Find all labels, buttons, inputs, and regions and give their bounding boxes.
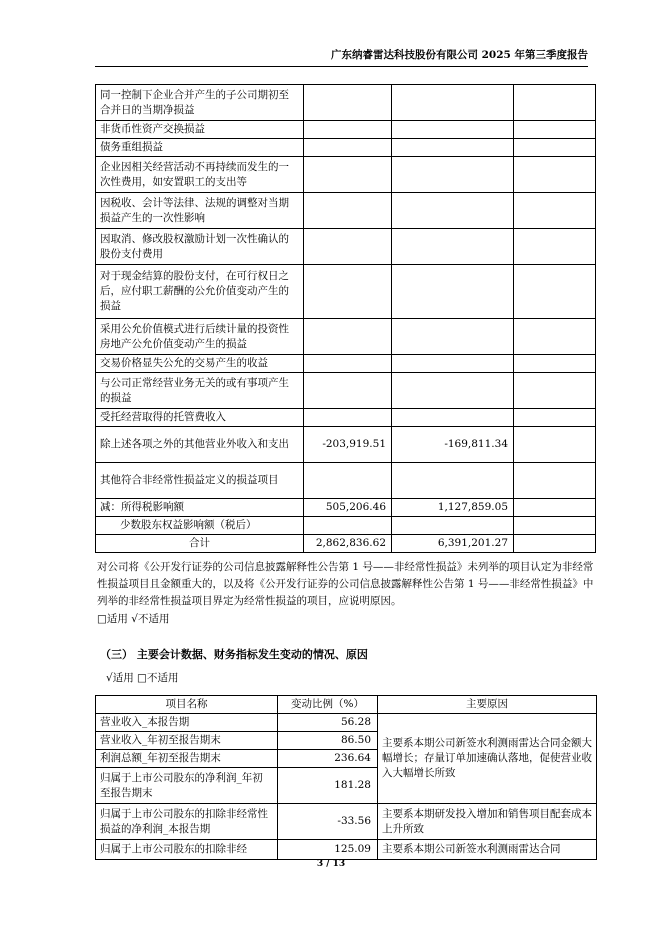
cell-note [514, 85, 596, 121]
cell-note [514, 139, 596, 157]
row-item: 与公司正常经营业务无关的或有事项产生的损益 [96, 373, 304, 409]
page-number: 3 / 13 [316, 859, 346, 869]
changes-table [95, 695, 597, 860]
item-name: 归属于上市公司股东的净利润_年初至报告期末 [96, 768, 278, 804]
table-row [96, 840, 597, 860]
cell-current [304, 409, 392, 427]
cell-ytd: -169,811.34 [392, 427, 514, 463]
header-item-name: 项目名称 [96, 696, 278, 714]
table-row [96, 85, 596, 121]
main-reason: 主要系本期研发投入增加和销售项目配套成本上升所致 [378, 804, 597, 840]
cell-note [514, 229, 596, 265]
cell-current [304, 463, 392, 499]
item-name: 营业收入_本报告期 [96, 714, 278, 732]
change-ratio: 236.64 [278, 750, 378, 768]
table-row [96, 265, 596, 319]
cell-current [304, 517, 392, 535]
report-header: 广东纳睿雷达科技股份有限公司 2025 年第三季度报告 [95, 47, 588, 67]
row-item: 交易价格显失公允的交易产生的收益 [96, 355, 304, 373]
table-row [96, 427, 596, 463]
header-change-ratio: 变动比例（%） [278, 696, 378, 714]
row-item: 受托经营取得的托管费收入 [96, 409, 304, 427]
cell-ytd: 1,127,859.05 [392, 499, 514, 517]
cell-ytd: 6,391,201.27 [392, 535, 514, 553]
table-row [96, 121, 596, 139]
cell-current [304, 157, 392, 193]
table-row [96, 193, 596, 229]
table-header-row [96, 696, 597, 714]
row-item: 减：所得税影响额 [96, 499, 304, 517]
cell-current [304, 85, 392, 121]
row-item: 除上述各项之外的其他营业外收入和支出 [96, 427, 304, 463]
cell-ytd [392, 193, 514, 229]
table-row [96, 229, 596, 265]
cell-note [514, 157, 596, 193]
cell-current: 505,206.46 [304, 499, 392, 517]
cell-ytd [392, 373, 514, 409]
cell-ytd [392, 139, 514, 157]
table-row [96, 499, 596, 517]
cell-current: -203,919.51 [304, 427, 392, 463]
table-row [96, 463, 596, 499]
cell-current [304, 319, 392, 355]
cell-ytd [392, 517, 514, 535]
cell-ytd [392, 265, 514, 319]
row-item-total: 合计 [96, 535, 304, 553]
table-row [96, 714, 597, 732]
cell-note [514, 355, 596, 373]
cell-current [304, 229, 392, 265]
change-ratio: 86.50 [278, 732, 378, 750]
row-item: 企业因相关经营活动不再持续而发生的一次性费用，如安置职工的支出等 [96, 157, 304, 193]
cell-current: 2,862,836.62 [304, 535, 392, 553]
main-reason: 主要系本期公司新签水利测雨雷达合同金额大幅增长；存量订单加速确认落地，促使营业收入大幅增长所致 [378, 714, 597, 804]
item-name: 归属于上市公司股东的扣除非经常性损益的净利润_本报告期 [96, 804, 278, 840]
cell-current [304, 373, 392, 409]
cell-note [514, 319, 596, 355]
row-item: 采用公允价值模式进行后续计量的投资性房地产公允价值变动产生的损益 [96, 319, 304, 355]
section-title: （三） 主要会计数据、财务指标发生变动的情况、原因 [100, 648, 368, 661]
cell-note [514, 265, 596, 319]
item-name: 归属于上市公司股东的扣除非经 [96, 840, 278, 860]
cell-note [514, 535, 596, 553]
item-name: 营业收入_年初至报告期末 [96, 732, 278, 750]
table-row [96, 139, 596, 157]
header-main-reason: 主要原因 [378, 696, 597, 714]
cell-ytd [392, 157, 514, 193]
table-row [96, 517, 596, 535]
row-item: 对于现金结算的股份支付，在可行权日之后，应付职工薪酬的公允价值变动产生的损益 [96, 265, 304, 319]
row-item: 同一控制下企业合并产生的子公司期初至合并日的当期净损益 [96, 85, 304, 121]
note-paragraph: 对公司将《公开发行证券的公司信息披露解释性公告第 1 号——非经常性损益》未列举的项目认定为非经常性损益项目且金额重大的，以及将《公开发行证券的公司信息披露解释性公告第 1 号——非经常性损益》中列举的非经常性损益项目界定为经常性损益的项目，应说明原因。 [97, 561, 594, 607]
change-ratio: 56.28 [278, 714, 378, 732]
row-item: 少数股东权益影响额（税后） [96, 517, 304, 535]
cell-ytd [392, 319, 514, 355]
table-row [96, 319, 596, 355]
cell-ytd [392, 229, 514, 265]
cell-current [304, 265, 392, 319]
cell-current [304, 121, 392, 139]
cell-current [304, 355, 392, 373]
table-row [96, 373, 596, 409]
cell-current [304, 193, 392, 229]
cell-note [514, 463, 596, 499]
table-row [96, 355, 596, 373]
cell-note [514, 409, 596, 427]
applicability-note: □适用 √不适用 [97, 613, 170, 625]
item-name: 利润总额_年初至报告期末 [96, 750, 278, 768]
table-row [96, 535, 596, 553]
cell-ytd [392, 463, 514, 499]
cell-note [514, 193, 596, 229]
cell-note [514, 427, 596, 463]
change-ratio: -33.56 [278, 804, 378, 840]
cell-note [514, 373, 596, 409]
applicability-section3: √适用 □不适用 [106, 672, 179, 684]
table-row [96, 409, 596, 427]
table-row [96, 804, 597, 840]
cell-note [514, 499, 596, 517]
change-ratio: 125.09 [278, 840, 378, 860]
row-item: 因取消、修改股权激励计划一次性确认的股份支付费用 [96, 229, 304, 265]
table-row [96, 157, 596, 193]
row-item: 其他符合非经常性损益定义的损益项目 [96, 463, 304, 499]
cell-note [514, 517, 596, 535]
cell-ytd [392, 409, 514, 427]
cell-ytd [392, 355, 514, 373]
cell-note [514, 121, 596, 139]
row-item: 因税收、会计等法律、法规的调整对当期损益产生的一次性影响 [96, 193, 304, 229]
change-ratio: 181.28 [278, 768, 378, 804]
row-item: 非货币性资产交换损益 [96, 121, 304, 139]
non-recurring-gains-table [95, 84, 596, 553]
row-item: 债务重组损益 [96, 139, 304, 157]
cell-ytd [392, 121, 514, 139]
cell-ytd [392, 85, 514, 121]
main-reason: 主要系本期公司新签水利测雨雷达合同 [378, 840, 597, 860]
cell-current [304, 139, 392, 157]
